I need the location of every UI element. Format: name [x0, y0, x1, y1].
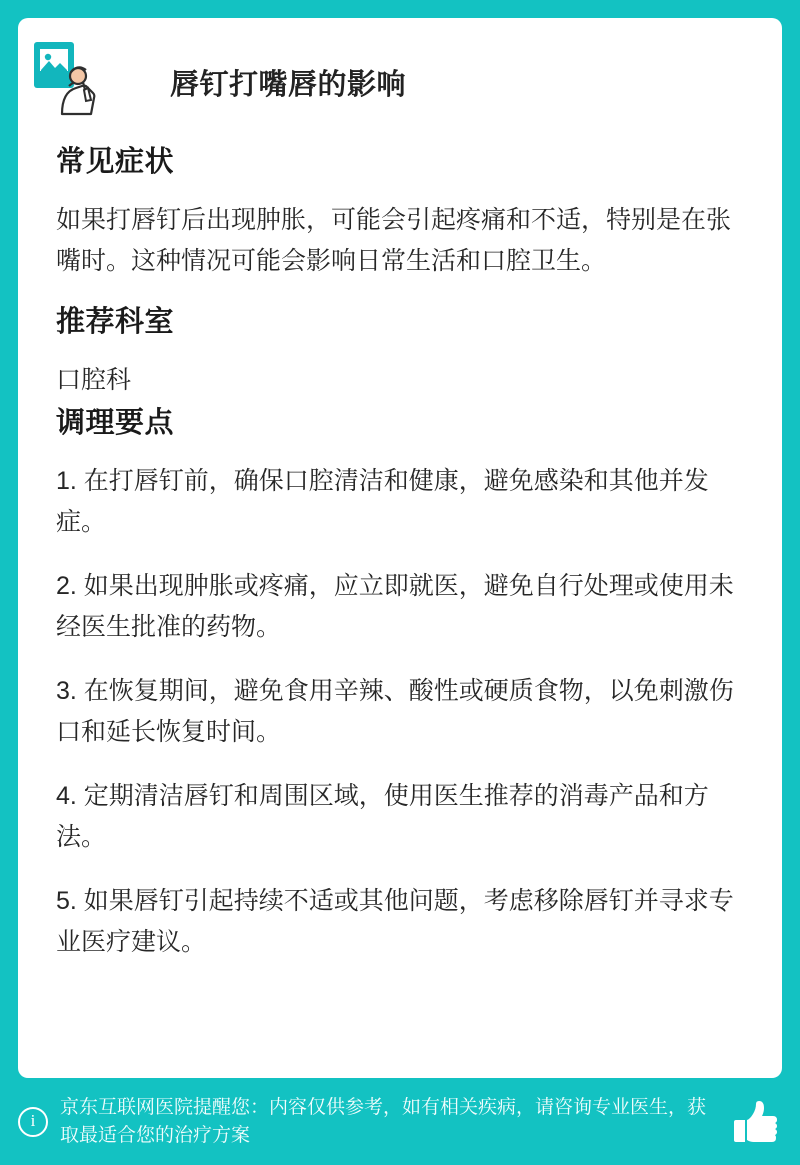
tip-item-2: 2. 如果出现肿胀或疼痛，应立即就医，避免自行处理或使用未经医生批准的药物。 — [56, 572, 734, 641]
disclaimer-text: 京东互联网医院提醒您：内容仅供参考，如有相关疾病，请咨询专业医生，获取最适合您的治疗方案 — [60, 1096, 707, 1146]
info-icon: i — [18, 1107, 48, 1137]
tip-item-5: 5. 如果唇钉引起持续不适或其他问题，考虑移除唇钉并寻求专业医疗建议。 — [56, 887, 734, 956]
content-card — [18, 18, 782, 1078]
thumbs-up-icon[interactable] — [728, 1095, 782, 1149]
page-title: 唇钉打嘴唇的影响 — [170, 69, 407, 101]
tips-list — [56, 461, 744, 962]
document-photo-icon — [32, 36, 98, 116]
article-body — [56, 139, 744, 962]
symptoms-paragraph: 如果打唇钉后出现肿胀，可能会引起疼痛和不适，特别是在张嘴时。这种情况可能会影响日常生活和口腔卫生。 — [56, 206, 732, 275]
section-heading-tips: 调理要点 — [56, 407, 175, 439]
tip-item-3: 3. 在恢复期间，避免食用辛辣、酸性或硬质食物，以免刺激伤口和延长恢复时间。 — [56, 677, 734, 746]
tip-item-4: 4. 定期清洁唇钉和周围区域，使用医生推荐的消毒产品和方法。 — [56, 782, 709, 851]
section-heading-department: 推荐科室 — [56, 306, 175, 338]
section-heading-symptoms: 常见症状 — [56, 146, 175, 178]
tip-item-1: 1. 在打唇钉前，确保口腔清洁和健康，避免感染和其他并发症。 — [56, 467, 709, 536]
department-value: 口腔科 — [56, 366, 132, 394]
footer-disclaimer-bar — [0, 1079, 800, 1165]
